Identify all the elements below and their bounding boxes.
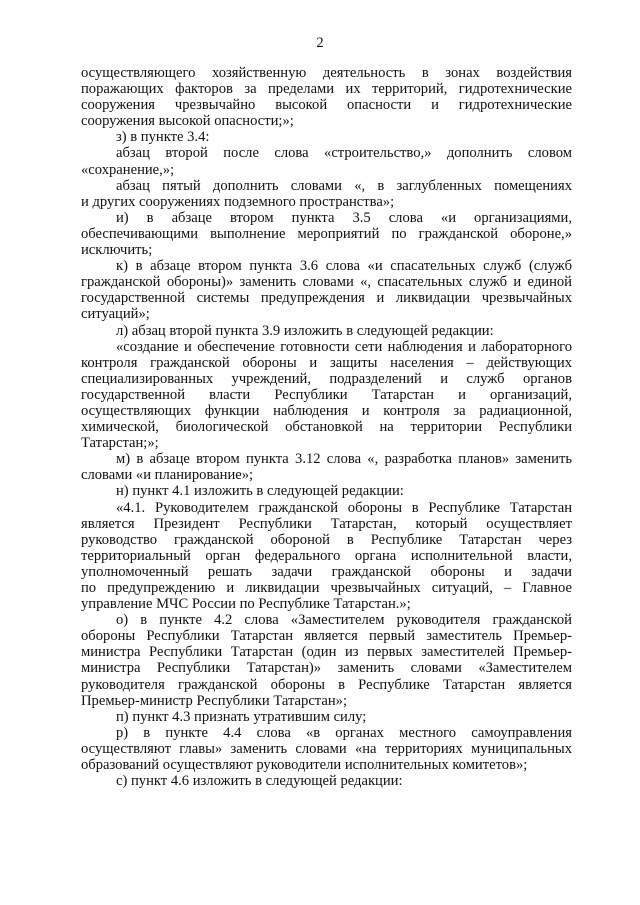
text-line: химической, биологической обстановкой на территории Республики xyxy=(81,419,572,436)
text-line: о) в пункте 4.2 слова «Заместителем руководителя гражданской xyxy=(116,612,572,629)
text-line: осуществляют главы» заменить словами «на территориях муниципальных xyxy=(81,740,572,757)
paragraph xyxy=(81,145,572,177)
text-line: является Президент Республики Татарстан, который осуществляет xyxy=(81,515,572,532)
text-line: министра Республики Татарстан (один из первых заместителей Премьер- xyxy=(81,644,572,661)
text-line: р) в пункте 4.4 слова «в органах местного самоуправления xyxy=(116,724,572,741)
text-line: з) в пункте 3.4: xyxy=(116,129,210,146)
text-line: Татарстан;»; xyxy=(81,435,159,452)
paragraph xyxy=(81,65,572,129)
text-line: поражающих факторов за пределами их территорий, гидротехнические xyxy=(81,81,572,98)
paragraph xyxy=(81,178,572,210)
paragraph xyxy=(81,129,572,145)
text-line: абзац второй после слова «строительство,» дополнить словом xyxy=(116,145,572,162)
text-line: по предупреждению и ликвидации чрезвычайных ситуаций, – Главное xyxy=(81,580,572,596)
paragraph xyxy=(81,725,572,773)
paragraph xyxy=(81,323,572,339)
text-line: обеспечивающими выполнение мероприятий по гражданской обороне,» xyxy=(81,225,572,242)
text-line: ситуаций»; xyxy=(81,306,150,323)
text-line: «сохранение,»; xyxy=(81,161,175,178)
paragraph xyxy=(81,773,572,789)
text-line: сооружения высокой опасности;»; xyxy=(81,113,294,130)
text-line: сооружения чрезвычайно высокой опасности и гидротехнические xyxy=(81,97,572,114)
text-line: и) в абзаце втором пункта 3.5 слова «и организациями, xyxy=(116,209,572,226)
text-line: п) пункт 4.3 признать утратившим силу; xyxy=(116,708,367,725)
paragraph xyxy=(81,258,572,322)
text-line: «создание и обеспечение готовности сети наблюдения и лабораторного xyxy=(116,338,572,355)
text-line: л) абзац второй пункта 3.9 изложить в следующей редакции: xyxy=(116,322,494,339)
text-line: уполномоченный решать задачи гражданской обороны и задачи xyxy=(81,563,572,580)
text-line: обороны Республики Татарстан является первый заместитель Премьер- xyxy=(81,628,572,645)
paragraph xyxy=(81,483,572,499)
text-line: с) пункт 4.6 изложить в следующей редакции: xyxy=(116,773,403,790)
text-line: к) в абзаце втором пункта 3.6 слова «и спасательных служб (служб xyxy=(116,258,572,275)
paragraph xyxy=(81,210,572,258)
paragraph xyxy=(81,451,572,483)
text-line: территориальный орган федерального органа исполнительной власти, xyxy=(81,547,572,564)
text-line: осуществляющего хозяйственную деятельность в зонах воздействия xyxy=(81,65,572,81)
text-line: н) пункт 4.1 изложить в следующей редакции: xyxy=(116,483,404,500)
text-line: м) в абзаце втором пункта 3.12 слова «, разработка планов» заменить xyxy=(116,451,572,468)
text-line: министра Республики Татарстан)» заменить словами «Заместителем xyxy=(81,660,572,677)
text-line: государственной власти Республики Татарстан и организаций, xyxy=(81,386,572,403)
text-line: руководителя гражданской обороны в Республике Татарстан является xyxy=(81,676,572,693)
text-line: словами «и планирование»; xyxy=(81,467,254,484)
text-line: Премьер-министр Республики Татарстан»; xyxy=(81,692,347,709)
page-number: 2 xyxy=(316,35,324,51)
paragraph xyxy=(81,709,572,725)
text-line: государственной системы предупреждения и ликвидации чрезвычайных xyxy=(81,290,572,307)
text-line: и других сооружениях подземного пространства»; xyxy=(81,193,395,210)
text-line: управление МЧС России по Республике Татарстан.»; xyxy=(81,596,411,613)
document-body xyxy=(81,65,572,789)
text-line: исключить; xyxy=(81,242,153,259)
text-line: контроля гражданской обороны и защиты населения – действующих xyxy=(81,354,572,371)
text-line: руководство гражданской обороной в Республике Татарстан через xyxy=(81,531,572,548)
text-line: гражданской обороны)» заменить словами «, спасательных служб и единой xyxy=(81,274,572,291)
paragraph xyxy=(81,612,572,709)
paragraph xyxy=(81,339,572,452)
text-line: осуществляющих функции наблюдения и контроля за радиационной, xyxy=(81,402,572,419)
paragraph xyxy=(81,500,572,613)
text-line: абзац пятый дополнить словами «, в заглубленных помещениях xyxy=(116,177,572,194)
text-line: образований осуществляют руководители исполнительных комитетов»; xyxy=(81,757,528,774)
text-line: специализированных учреждений, подразделений и служб органов xyxy=(81,370,572,387)
text-line: «4.1. Руководителем гражданской обороны в Республике Татарстан xyxy=(116,499,572,516)
